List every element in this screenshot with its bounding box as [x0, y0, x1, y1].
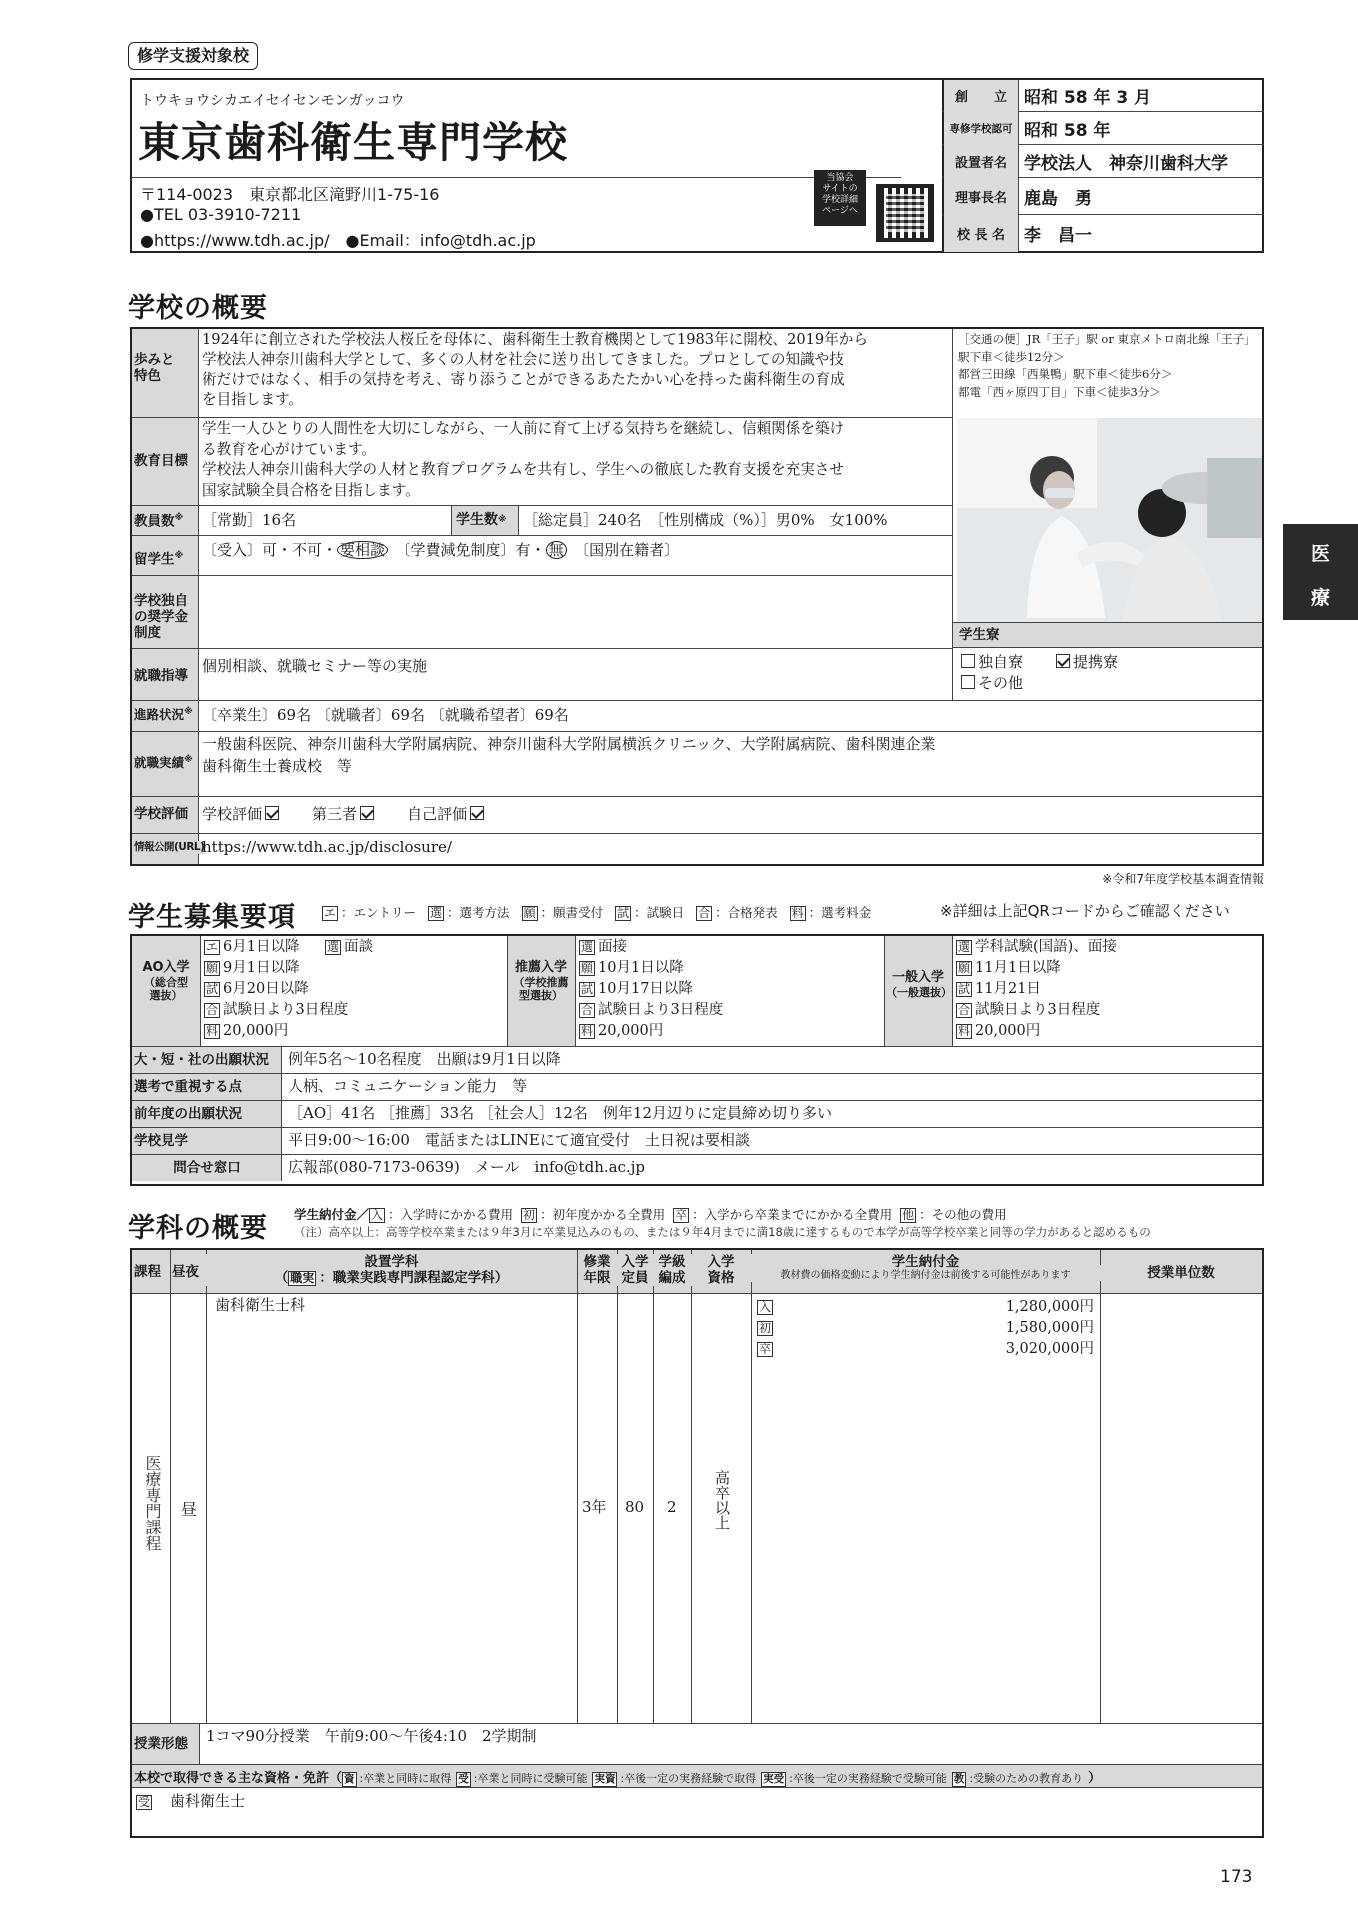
- ao-selection: 選 面談: [327, 939, 374, 955]
- dorm-partner-checkbox: [1056, 654, 1070, 668]
- history-label: 歩みと 特色: [134, 352, 175, 385]
- students-value: ［総定員］240名 ［性別構成（%）］男0% 女100%: [523, 511, 888, 529]
- recruit-row-label: 問合せ窓口: [173, 1160, 241, 1176]
- schedule-item: 願 9月1日以降: [206, 960, 300, 976]
- fee-legend-key: 他: [902, 1208, 915, 1222]
- course-name: 医療専門課程: [143, 1455, 162, 1551]
- recruit-row-value: 人柄、コミュニケーション能力 等: [288, 1077, 528, 1095]
- legend-text: ：願書受付: [540, 905, 604, 920]
- school-tel: ●TEL 03-3910-7211: [140, 205, 302, 224]
- recruit-row-value: 例年5名～10名程度 出願は9月1日以降: [288, 1050, 561, 1068]
- recruit-legend: [322, 903, 883, 921]
- header-units: 授業単位数: [1100, 1265, 1262, 1281]
- lesson-label: 授業形態: [134, 1736, 188, 1752]
- career-label: 就職指導: [134, 668, 188, 684]
- goals-label: 教育目標: [134, 453, 188, 469]
- dorm-options: 独自寮 提携寮 その他: [958, 652, 1118, 694]
- qr-caption: 当協会 サイトの 学校詳細 ページへ: [814, 170, 866, 226]
- eval-values: 学校評価 第三者 自己評価: [202, 804, 487, 825]
- header-course: 課程: [134, 1264, 161, 1280]
- schedule-item: 料 20,000円: [581, 1023, 664, 1039]
- category-tab: 医 療: [1283, 524, 1358, 620]
- header-grade: 学級 編成: [653, 1254, 691, 1286]
- qual-legend-text: :卒業と同時に取得: [359, 1772, 452, 1785]
- schedule-item: 合 試験日より3日程度: [581, 1002, 724, 1018]
- fee-legend-text: ：初年度かかる全費用: [540, 1207, 666, 1222]
- qual-legend-key: 教: [953, 1773, 965, 1785]
- header-time: 昼夜: [172, 1264, 199, 1280]
- lesson-value: 1コマ90分授業 午前9:00～午後4:10 2学期制: [206, 1727, 537, 1745]
- qual-legend-key: 受: [458, 1773, 469, 1785]
- header-capacity: 入学 定員: [617, 1254, 653, 1286]
- dorm-other-checkbox: [961, 675, 975, 689]
- recruit-row-label: 大・短・社の出願状況: [134, 1052, 269, 1068]
- qr-note: ※詳細は上記QRコードからご確認ください: [940, 902, 1230, 920]
- schedule-item: 願 11月1日以降: [958, 960, 1061, 976]
- info-value: 李 昌一: [1024, 226, 1092, 246]
- school-kana: トウキョウシカエイセイセンモンガッコウ: [140, 93, 405, 109]
- legend-key: 選: [430, 906, 443, 920]
- recruit-row-label: 選考で重視する点: [134, 1079, 242, 1095]
- schedule-item: 試 10月17日以降: [581, 981, 693, 997]
- recruit-row-label: 前年度の出願状況: [134, 1106, 242, 1122]
- intl-label: 留学生※: [134, 551, 184, 568]
- schedule-item: エ 6月1日以降: [206, 939, 300, 955]
- qual-legend-text: :受験のための教育あり: [969, 1772, 1084, 1785]
- grade-value: 2: [667, 1498, 677, 1516]
- goals-text: 学生一人ひとりの人間性を大切にしながら、一人前に育て上げる気持ちを継続し、信頼関係を築け る教育を心がけています。 学校法人神奈川歯科大学の人材と教育プログラムを共有し、学生への徹底した教育支援を充実させ 国家試験全員合格を目指します。: [202, 420, 845, 499]
- info-value: 昭和 58 年 3 月: [1024, 88, 1152, 108]
- fee-key: 卒: [759, 1342, 772, 1356]
- fee-value: 3,020,000円: [1005, 1341, 1094, 1357]
- schedule-item: 料 20,000円: [958, 1023, 1041, 1039]
- fee-key: 入: [759, 1300, 772, 1314]
- capacity-value: 80: [625, 1498, 645, 1516]
- qual-value: 高卒以上: [713, 1470, 731, 1530]
- gen-label: 一般入学 （一般選抜）: [886, 970, 952, 999]
- info-label: 創 立: [954, 90, 1007, 105]
- access-info: ［交通の便］JR「王子」駅 or 東京メトロ南北線「王子」 駅下車＜徒歩12分＞ 都営三田線「西巣鴨」駅下車＜徒歩6分＞ 都電「西ヶ原四丁目」下車＜徒歩3分＞: [958, 332, 1256, 399]
- recruit-row-value: 平日9:00～16:00 電話またはLINEにて適宜受付 土日祝は要相談: [288, 1131, 750, 1149]
- career-value: 個別相談、就職セミナー等の実施: [202, 657, 428, 675]
- legend-key: エ: [324, 906, 337, 920]
- header-years: 修業 年限: [579, 1254, 615, 1286]
- rec-schedule: [579, 937, 723, 1042]
- jobs-label: 就職実績※: [134, 755, 193, 771]
- fee-legend-key: 初: [523, 1208, 536, 1222]
- qual-legend-key: 実受: [763, 1773, 785, 1785]
- header-dept: 設置学科 （ 職実 ：職業実践専門課程認定学科）: [206, 1254, 577, 1286]
- info-label: 校 長 名: [956, 228, 1006, 243]
- dept-title: 学科の概要: [128, 1213, 268, 1244]
- schedule-item: 選 学科試験(国語)、面接: [958, 939, 1117, 955]
- time-value: 昼: [181, 1500, 198, 1519]
- fee-legend-text: ：入学時にかかる費用: [388, 1207, 514, 1222]
- legend-key: 合: [698, 906, 711, 920]
- fee-legend: 学生納付金／ 入 ：入学時にかかる費用 初 ：初年度かかる全費用 卒 ：入学から卒業までにかかる全費用 他 ：その他の費用: [294, 1207, 1007, 1222]
- qual-legend-key: 資: [344, 1773, 355, 1785]
- schedule-item: 合 試験日より3日程度: [958, 1002, 1101, 1018]
- staff-label: 教員数※: [134, 513, 184, 530]
- years-value: 3年: [582, 1498, 607, 1516]
- rec-label: 推薦入学 （学校推薦 型選抜）: [509, 960, 573, 1002]
- jobs-value: 一般歯科医院、神奈川歯科大学附属病院、神奈川歯科大学附属横浜クリニック、大学附属病院、歯科関連企業 歯科衛生士養成校 等: [202, 735, 936, 775]
- support-badge: 修学支援対象校: [128, 42, 258, 70]
- campus-photo: [957, 418, 1262, 622]
- fee-value: 1,580,000円: [1005, 1320, 1094, 1336]
- legend-text: ：選考方法: [447, 905, 510, 920]
- dept-name: 歯科衛生士科: [215, 1296, 306, 1314]
- info-label: 専修学校認可: [949, 122, 1013, 135]
- school-name: 東京歯科衛生専門学校: [138, 118, 569, 167]
- fee-legend-key: 卒: [675, 1208, 688, 1222]
- header-qualification: 入学 資格: [691, 1254, 751, 1286]
- legend-text: ：合格発表: [715, 905, 778, 920]
- qual-legend-text: :卒後一定の実務経験で取得: [620, 1772, 757, 1785]
- legend-key: 願: [523, 906, 536, 920]
- info-value: 昭和 58 年: [1024, 120, 1111, 141]
- qual-item: 受 歯科衛生士: [138, 1792, 246, 1810]
- legend-key: 料: [791, 906, 804, 920]
- fee-value: 1,280,000円: [1005, 1299, 1094, 1315]
- legend-text: ：エントリー: [341, 905, 417, 920]
- dorm-own-checkbox: [961, 654, 975, 668]
- header-fee: 学生納付金 教材費の価格変動により学生納付金は前後する可能性があります: [751, 1254, 1100, 1282]
- staff-value: ［常勤］16名: [202, 511, 297, 529]
- ao-label: AO入学 （総合型 選抜）: [134, 960, 198, 1002]
- scholarship-label: 学校独自 の奨学金 制度: [134, 593, 188, 642]
- eval-label: 学校評価: [134, 806, 188, 822]
- intl-value: 〔受入〕可・不可・ 要相談 〔学費減免制度〕有・ 無 〔国別在籍者〕: [202, 541, 680, 559]
- dorm-label: 学生寮: [953, 623, 1262, 647]
- fee-legend-key: 入: [371, 1208, 384, 1222]
- info-value: 学校法人 神奈川歯科大学: [1024, 153, 1228, 174]
- schedule-item: 願 10月1日以降: [581, 960, 684, 976]
- qual-note: （注）高卒以上：高等学校卒業または９年3月に卒業見込みのもの、または９年4月までに満18歳に達するもので本学が高等学校卒業と同等の学力があると認めるもの: [294, 1225, 1151, 1239]
- path-value: 〔卒業生〕69名 〔就職者〕69名 〔就職希望者〕69名: [202, 706, 569, 724]
- school-web[interactable]: ●https://www.tdh.ac.jp/ ●Email：info@tdh.ac.jp: [140, 231, 536, 250]
- recruit-title: 学生募集要項: [128, 902, 296, 933]
- survey-note: ※令和7年度学校基本調査情報: [1102, 872, 1264, 886]
- qual-legend-text: :卒業と同時に受験可能: [473, 1772, 588, 1785]
- schedule-item: 選 面接: [581, 939, 628, 955]
- disclosure-label: 情報公開(URL): [134, 841, 205, 853]
- recruit-row-label: 学校見学: [134, 1133, 188, 1149]
- schedule-item: 試 6月20日以降: [206, 981, 309, 997]
- students-label: 学生数: [456, 512, 498, 529]
- recruit-row-value: 広報部(080-7173-0639) メール info@tdh.ac.jp: [288, 1158, 645, 1176]
- qual-legend-key: 実資: [594, 1773, 616, 1785]
- schedule-item: 合 試験日より3日程度: [206, 1002, 349, 1018]
- fee-legend-text: ：入学から卒業までにかかる全費用: [692, 1207, 893, 1222]
- qual-legend-text: :卒後一定の実務経験で受験可能: [789, 1772, 947, 1785]
- history-text: 1924年に創立された学校法人桜丘を母体に、歯科衛生士教育機関として1983年に開校、2019年から 学校法人神奈川歯科大学として、多くの人材を社会に送り出してきました。プロとしての知識や技 術だけではなく、相手の気持を考え、寄り添うことができるあたたかい心を持った歯科衛生の育成 を目指します。: [202, 331, 868, 408]
- info-value: 鹿島 勇: [1024, 188, 1092, 209]
- schedule-item: 試 11月21日: [958, 981, 1041, 997]
- info-label: 設置者名: [954, 155, 1007, 171]
- info-label: 理事長名: [954, 190, 1007, 206]
- legend-key: 試: [617, 906, 630, 920]
- fee-key: 初: [759, 1321, 772, 1335]
- legend-text: ：選考料金: [808, 905, 872, 920]
- overview-title: 学校の概要: [128, 293, 268, 324]
- path-label: 進路状況※: [134, 707, 193, 723]
- legend-text: ：試験日: [634, 905, 685, 920]
- quals-header: 本校で取得できる主な資格・免許（ 資 :卒業と同時に取得 受 :卒業と同時に受験可能 実資 :卒後一定の実務経験で取得 実受 :卒後一定の実務経験で受験可能 教 :受験のための教育あり ）: [134, 1771, 1102, 1786]
- recruit-row-value: ［AO］41名 ［推薦］33名 ［社会人］12名 例年12月辺りに定員締め切り多い: [288, 1104, 833, 1122]
- school-address: 〒114-0023 東京都北区滝野川1-75-16: [140, 185, 440, 204]
- fee-legend-text: ：その他の費用: [919, 1207, 1007, 1222]
- schedule-item: 料 20,000円: [206, 1023, 289, 1039]
- gen-schedule: [956, 937, 1117, 1042]
- disclosure-url[interactable]: https://www.tdh.ac.jp/disclosure/: [202, 838, 452, 856]
- qr-code-icon[interactable]: [876, 184, 934, 242]
- page-number: 173: [1220, 1867, 1253, 1887]
